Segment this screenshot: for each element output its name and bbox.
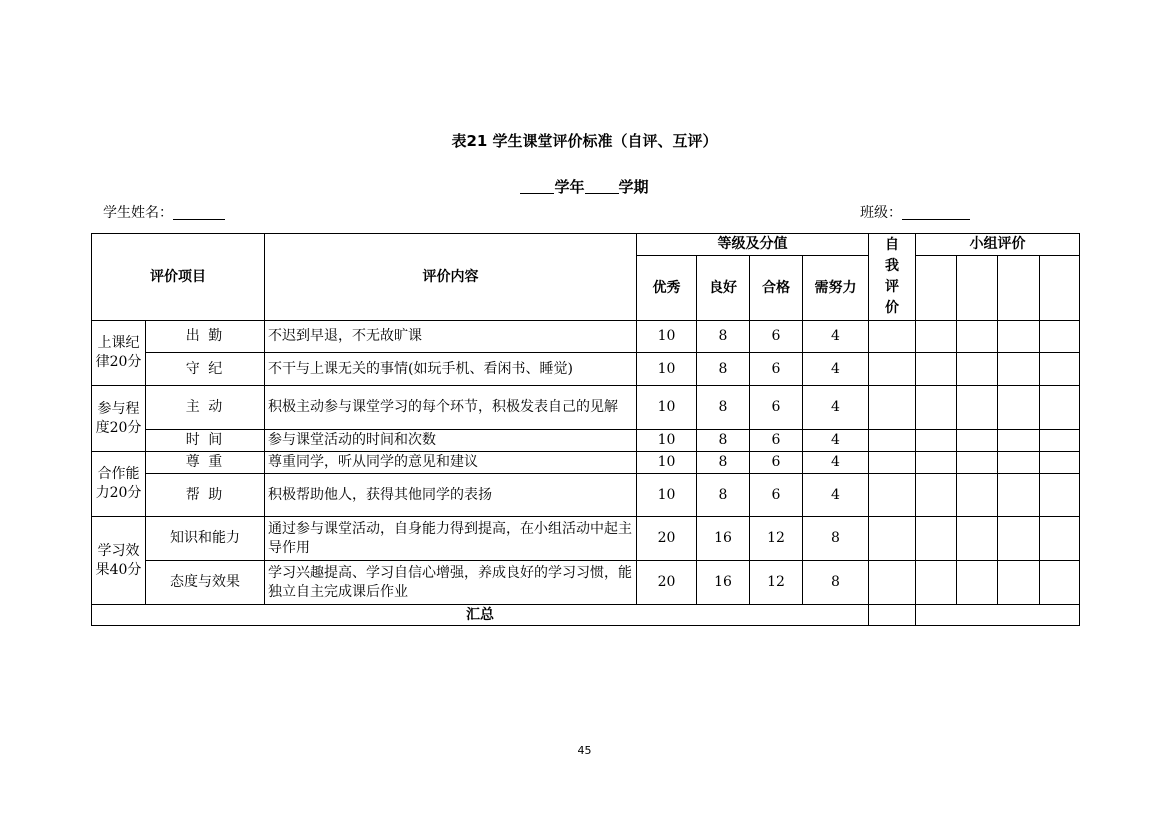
group-eval-cell[interactable] xyxy=(957,561,998,605)
score-cell: 10 xyxy=(637,452,697,474)
content-cell: 积极主动参与课堂学习的每个环节，积极发表自己的见解 xyxy=(265,386,637,430)
header-self-eval xyxy=(869,234,916,321)
self-char: 评 xyxy=(885,279,899,295)
group-eval-cell[interactable] xyxy=(998,430,1040,452)
group-eval-cell[interactable] xyxy=(957,430,998,452)
group-eval-cell[interactable] xyxy=(998,386,1040,430)
self-eval-cell[interactable] xyxy=(869,452,916,474)
score-cell: 6 xyxy=(750,474,803,517)
item-cell: 主 动 xyxy=(146,386,265,430)
xue-qi-label: 学期 xyxy=(618,178,649,196)
group-eval-cell[interactable] xyxy=(916,430,957,452)
header-grade-excellent: 优秀 xyxy=(637,256,697,321)
self-eval-cell[interactable] xyxy=(869,561,916,605)
group-eval-cell[interactable] xyxy=(1040,474,1080,517)
header-grade-improve: 需努力 xyxy=(803,256,869,321)
self-char: 价 xyxy=(885,300,899,316)
group-eval-cell[interactable] xyxy=(998,517,1040,561)
score-cell: 6 xyxy=(750,452,803,474)
self-eval-cell[interactable] xyxy=(869,430,916,452)
group-eval-cell[interactable] xyxy=(916,386,957,430)
group-eval-cell[interactable] xyxy=(916,321,957,353)
header-group-eval: 小组评价 xyxy=(916,234,1080,256)
group-eval-cell[interactable] xyxy=(998,561,1040,605)
group-eval-cell[interactable] xyxy=(1040,386,1080,430)
score-cell: 6 xyxy=(750,321,803,353)
total-row xyxy=(92,605,1080,626)
category-cell: 上课纪律20分 xyxy=(92,321,146,386)
score-cell: 10 xyxy=(637,474,697,517)
category-cell: 学习效果40分 xyxy=(92,517,146,605)
content-cell: 通过参与课堂活动，自身能力得到提高，在小组活动中起主导作用 xyxy=(265,517,637,561)
content-cell: 参与课堂活动的时间和次数 xyxy=(265,430,637,452)
score-cell: 4 xyxy=(803,474,869,517)
header-content: 评价内容 xyxy=(265,234,637,321)
group-eval-cell[interactable] xyxy=(1040,517,1080,561)
header-grade-good: 良好 xyxy=(697,256,750,321)
item-cell: 出 勤 xyxy=(146,321,265,353)
group-eval-cell[interactable] xyxy=(957,452,998,474)
content-cell: 不迟到早退，不无故旷课 xyxy=(265,321,637,353)
score-cell: 6 xyxy=(750,430,803,452)
group-eval-cell[interactable] xyxy=(957,353,998,386)
group-eval-cell[interactable] xyxy=(1040,561,1080,605)
self-eval-cell[interactable] xyxy=(869,474,916,517)
group-eval-cell[interactable] xyxy=(1040,321,1080,353)
score-cell: 8 xyxy=(803,561,869,605)
evaluation-table xyxy=(91,233,1080,626)
item-cell: 态度与效果 xyxy=(146,561,265,605)
table-row xyxy=(92,430,1080,452)
student-name-label: 学生姓名： xyxy=(103,205,173,221)
score-cell: 8 xyxy=(697,430,750,452)
table-row xyxy=(92,353,1080,386)
table-row xyxy=(92,474,1080,517)
group-eval-cell[interactable] xyxy=(916,561,957,605)
content-cell: 尊重同学，听从同学的意见和建议 xyxy=(265,452,637,474)
group-eval-total-cell[interactable] xyxy=(916,605,1080,626)
group-eval-cell[interactable] xyxy=(957,321,998,353)
score-cell: 10 xyxy=(637,430,697,452)
self-eval-cell[interactable] xyxy=(869,386,916,430)
self-eval-cell[interactable] xyxy=(869,517,916,561)
self-char: 我 xyxy=(885,258,899,274)
table-row xyxy=(92,386,1080,430)
table-row xyxy=(92,561,1080,605)
header-row-1 xyxy=(92,234,1080,256)
term-line xyxy=(0,176,1169,197)
group-eval-cell[interactable] xyxy=(1040,452,1080,474)
item-cell: 守 纪 xyxy=(146,353,265,386)
header-grade-pass: 合格 xyxy=(750,256,803,321)
score-cell: 8 xyxy=(697,452,750,474)
score-cell: 4 xyxy=(803,321,869,353)
group-eval-cell[interactable] xyxy=(1040,430,1080,452)
content-cell: 积极帮助他人，获得其他同学的表扬 xyxy=(265,474,637,517)
score-cell: 4 xyxy=(803,452,869,474)
table-row xyxy=(92,321,1080,353)
group-eval-cell[interactable] xyxy=(957,517,998,561)
header-project: 评价项目 xyxy=(92,234,265,321)
score-cell: 16 xyxy=(697,561,750,605)
class-field xyxy=(860,202,970,222)
total-label: 汇总 xyxy=(92,605,869,626)
self-eval-cell[interactable] xyxy=(869,353,916,386)
table-title: 表21 学生课堂评价标准（自评、互评） xyxy=(451,132,718,150)
item-cell: 帮 助 xyxy=(146,474,265,517)
score-cell: 16 xyxy=(697,517,750,561)
term-blank[interactable] xyxy=(585,178,619,194)
score-cell: 20 xyxy=(637,561,697,605)
self-eval-total-cell[interactable] xyxy=(869,605,916,626)
group-eval-cell[interactable] xyxy=(916,452,957,474)
item-cell: 知识和能力 xyxy=(146,517,265,561)
group-eval-cell[interactable] xyxy=(957,386,998,430)
score-cell: 8 xyxy=(803,517,869,561)
score-cell: 12 xyxy=(750,561,803,605)
class-blank[interactable] xyxy=(902,203,970,220)
content-cell: 学习兴趣提高、学习自信心增强，养成良好的学习习惯，能独立自主完成课后作业 xyxy=(265,561,637,605)
score-cell: 4 xyxy=(803,430,869,452)
group-eval-cell[interactable] xyxy=(998,321,1040,353)
page-number: 45 xyxy=(577,744,592,757)
group-eval-cell[interactable] xyxy=(998,474,1040,517)
score-cell: 4 xyxy=(803,386,869,430)
group-eval-cell[interactable] xyxy=(998,452,1040,474)
student-name-blank[interactable] xyxy=(173,203,225,220)
score-cell: 10 xyxy=(637,353,697,386)
score-cell: 4 xyxy=(803,353,869,386)
group-eval-cell[interactable] xyxy=(1040,256,1080,321)
self-char: 自 xyxy=(885,237,899,253)
table-row xyxy=(92,452,1080,474)
score-cell: 8 xyxy=(697,386,750,430)
xue-nian-label: 学年 xyxy=(554,178,585,196)
table-row xyxy=(92,517,1080,561)
score-cell: 6 xyxy=(750,353,803,386)
group-eval-cell[interactable] xyxy=(998,256,1040,321)
score-cell: 6 xyxy=(750,386,803,430)
group-eval-cell[interactable] xyxy=(957,474,998,517)
year-blank[interactable] xyxy=(520,178,554,194)
group-eval-cell[interactable] xyxy=(916,517,957,561)
score-cell: 12 xyxy=(750,517,803,561)
group-eval-cell[interactable] xyxy=(957,256,998,321)
class-label: 班级： xyxy=(860,205,902,221)
group-eval-cell[interactable] xyxy=(1040,353,1080,386)
score-cell: 8 xyxy=(697,321,750,353)
category-cell: 合作能力20分 xyxy=(92,452,146,517)
self-eval-cell[interactable] xyxy=(869,321,916,353)
item-cell: 时 间 xyxy=(146,430,265,452)
group-eval-cell[interactable] xyxy=(916,474,957,517)
student-name-field xyxy=(103,202,225,222)
score-cell: 20 xyxy=(637,517,697,561)
content-cell: 不干与上课无关的事情(如玩手机、看闲书、睡觉) xyxy=(265,353,637,386)
item-cell: 尊 重 xyxy=(146,452,265,474)
score-cell: 10 xyxy=(637,386,697,430)
header-grade-group: 等级及分值 xyxy=(637,234,869,256)
score-cell: 10 xyxy=(637,321,697,353)
score-cell: 8 xyxy=(697,353,750,386)
group-eval-cell[interactable] xyxy=(916,256,957,321)
category-cell: 参与程度20分 xyxy=(92,386,146,452)
group-eval-cell[interactable] xyxy=(998,353,1040,386)
group-eval-cell[interactable] xyxy=(916,353,957,386)
score-cell: 8 xyxy=(697,474,750,517)
